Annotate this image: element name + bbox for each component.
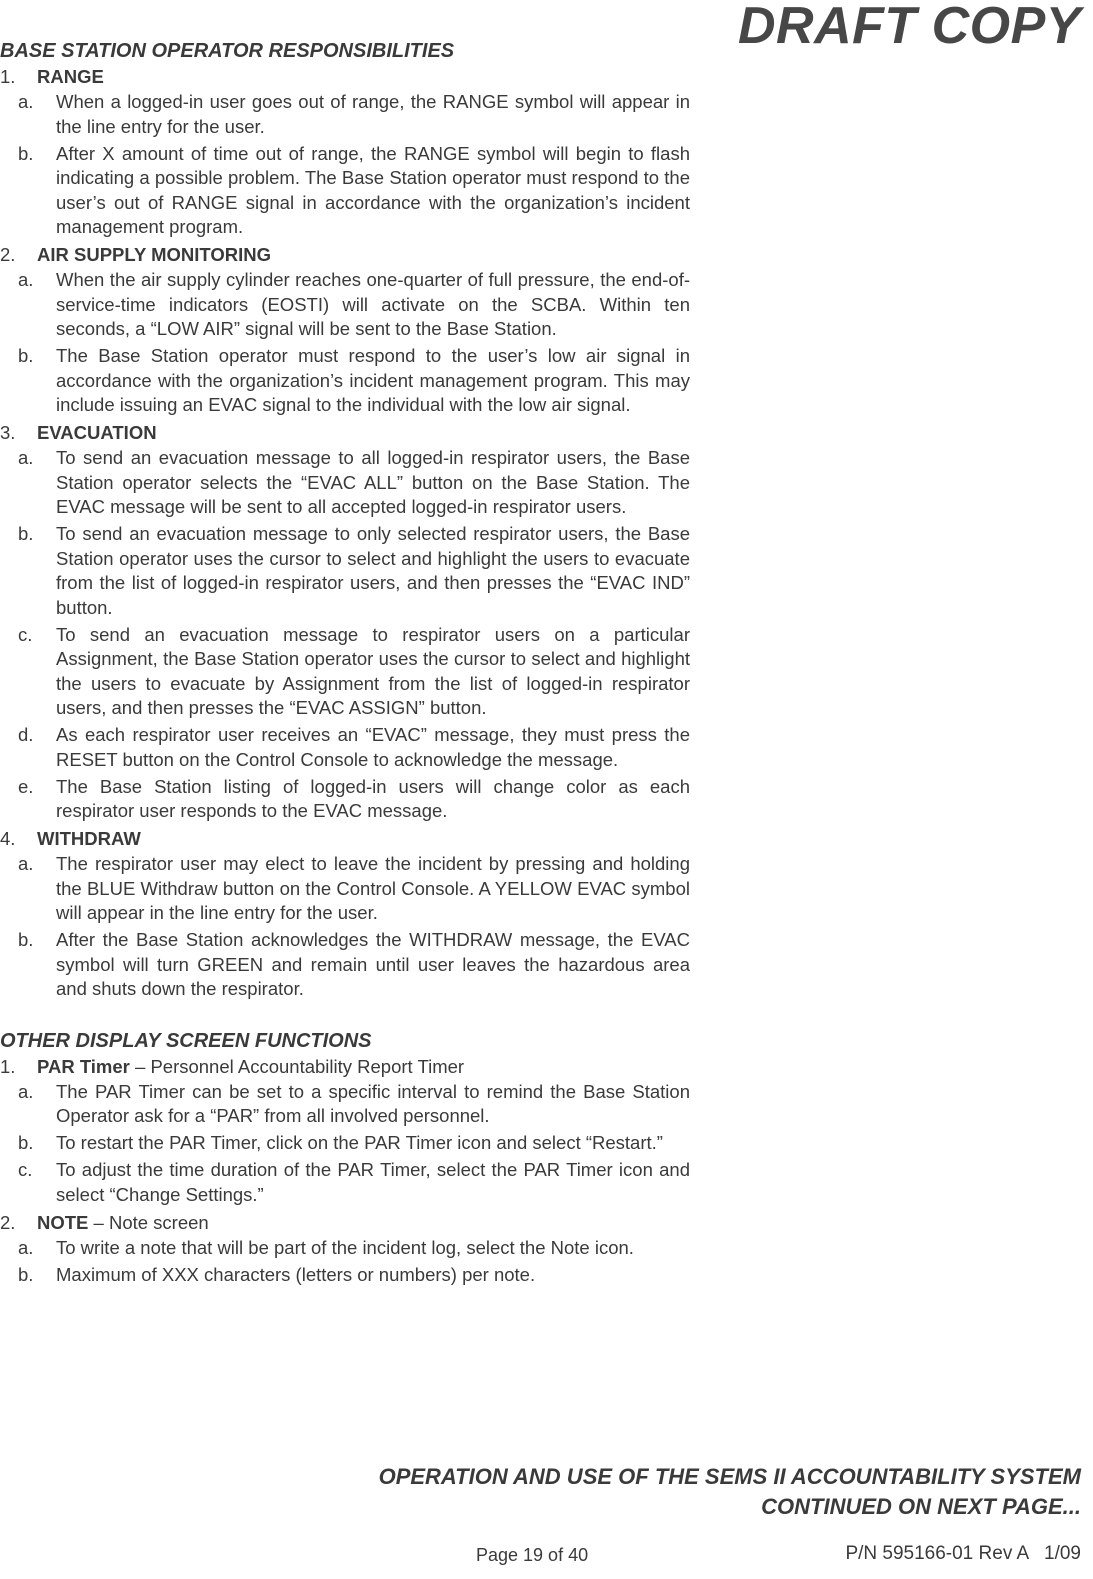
sub-item-text: Maximum of XXX characters (letters or numbers) per note.	[56, 1263, 536, 1285]
item-number: 2.	[0, 1211, 16, 1233]
sub-item	[0, 522, 690, 620]
item-title: EVACUATION	[37, 422, 157, 443]
item-number: 1.	[0, 66, 16, 87]
sub-item-letter: a.	[18, 1080, 34, 1102]
item-description: – Personnel Accountability Report Timer	[129, 1055, 465, 1077]
sub-item-text: The respirator user may elect to leave the incident by pressing and holding the BLUE Withdraw button on the Control Console. A YELLOW EVAC symbol will appear in the line entry for the user.	[56, 853, 690, 923]
sub-item-letter: a.	[18, 447, 34, 468]
sub-item	[0, 723, 690, 772]
item-number: 2.	[0, 244, 16, 265]
sub-item-letter: b.	[18, 1132, 34, 1153]
sub-item-text: After X amount of time out of range, the RANGE symbol will begin to flash indicating a possible problem. The Base Station operator must respond to the user’s out of RANGE signal in accordance with the organization’s incident management program.	[56, 142, 690, 237]
item-title: NOTE	[37, 1211, 89, 1233]
numbered-item	[0, 420, 690, 824]
sub-item	[0, 623, 690, 721]
item-title: WITHDRAW	[37, 828, 141, 849]
item-heading	[0, 64, 690, 90]
section2-list	[0, 1054, 690, 1288]
numbered-item	[0, 1210, 690, 1288]
document-body	[0, 38, 690, 1290]
section-title-operator-responsibilities: BASE STATION OPERATOR RESPONSIBILITIES	[0, 40, 455, 62]
sub-item-text: After the Base Station acknowledges the WITHDRAW message, the EVAC symbol will turn GREEN and remain until user leaves the hazardous area and shuts down the respirator.	[56, 929, 690, 999]
item-title: RANGE	[37, 66, 104, 87]
sub-item	[0, 775, 690, 824]
sub-item-text: The Base Station listing of logged-in users will change color as each respirator user responds to the EVAC message.	[56, 775, 690, 821]
item-heading	[0, 826, 690, 852]
sub-item-text: When a logged-in user goes out of range, the RANGE symbol will appear in the line entry for the user.	[56, 91, 690, 137]
sub-item	[0, 852, 690, 926]
sub-item	[0, 928, 690, 1002]
item-title: PAR Timer	[37, 1055, 130, 1077]
sub-item-letter: b.	[18, 929, 34, 950]
item-number: 3.	[0, 422, 16, 443]
section1-list	[0, 64, 690, 1002]
sub-item-letter: a.	[18, 1236, 34, 1258]
sub-item-text: As each respirator user receives an “EVAC” message, they must press the RESET button on the Control Console to acknowledge the message.	[56, 724, 690, 770]
item-number: 1.	[0, 1055, 16, 1077]
sub-item	[0, 1080, 690, 1129]
numbered-item	[0, 826, 690, 1002]
continued-notice-line1: OPERATION AND USE OF THE SEMS II ACCOUNTABILITY SYSTEM	[378, 1464, 1081, 1489]
sub-item	[0, 1263, 690, 1288]
item-title: AIR SUPPLY MONITORING	[37, 244, 272, 265]
sub-item-letter: b.	[18, 523, 34, 544]
numbered-item	[0, 1054, 690, 1208]
sub-item	[0, 142, 690, 240]
sub-item-letter: b.	[18, 345, 34, 366]
sub-item-text: The PAR Timer can be set to a specific interval to remind the Base Station Operator ask for a “PAR” from all involved personnel.	[56, 1080, 690, 1126]
sub-item	[0, 1158, 690, 1207]
sub-item-text: To write a note that will be part of the incident log, select the Note icon.	[56, 1236, 634, 1258]
sub-item-letter: c.	[18, 1159, 33, 1180]
sub-item	[0, 446, 690, 520]
item-heading	[0, 1210, 690, 1236]
sub-item-text: To adjust the time duration of the PAR Timer, select the PAR Timer icon and select “Change Settings.”	[56, 1159, 690, 1205]
page-number: Page 19 of 40	[476, 1545, 589, 1565]
sub-item	[0, 344, 690, 418]
sub-item-letter: a.	[18, 91, 34, 112]
sub-item	[0, 268, 690, 342]
sub-item-letter: a.	[18, 269, 34, 290]
sub-item-letter: a.	[18, 853, 34, 874]
item-heading	[0, 242, 690, 268]
sub-item	[0, 90, 690, 139]
sub-item-letter: e.	[18, 775, 34, 797]
part-number: P/N 595166-01 Rev A 1/09	[845, 1543, 1081, 1564]
sub-item-text: To restart the PAR Timer, click on the PAR Timer icon and select “Restart.”	[56, 1132, 663, 1153]
sub-item-text: When the air supply cylinder reaches one-quarter of full pressure, the end-of-service-time indicators (EOSTI) will activate on the SCBA. Within ten seconds, a “LOW AIR” signal will be sent to the Base Station.	[56, 269, 690, 339]
continued-notice-line2: CONTINUED ON NEXT PAGE...	[761, 1494, 1081, 1519]
item-number: 4.	[0, 828, 16, 849]
sub-item	[0, 1236, 690, 1261]
sub-item-letter: b.	[18, 1263, 34, 1285]
sub-item-letter: d.	[18, 724, 34, 745]
sub-item-letter: c.	[18, 623, 33, 645]
continued-notice	[379, 1462, 1081, 1522]
numbered-item	[0, 64, 690, 240]
item-heading	[0, 420, 690, 446]
sub-item-text: To send an evacuation message to only selected respirator users, the Base Station operator uses the cursor to select and highlight the users to evacuate from the list of logged-in respirator users, and then presses the “EVAC IND” button.	[56, 523, 690, 618]
sub-item	[0, 1131, 690, 1156]
sub-item-text: To send an evacuation message to respirator users on a particular Assignment, the Base Station operator uses the cursor to select and highlight the users to evacuate by Assignment from the list of logged-in respirator users, and then presses the “EVAC ASSIGN” button.	[56, 623, 690, 718]
numbered-item	[0, 242, 690, 418]
item-description: – Note screen	[88, 1211, 209, 1233]
draft-copy-watermark: DRAFT COPY	[738, 0, 1081, 55]
item-heading	[0, 1054, 690, 1080]
section-title-other-display-functions: OTHER DISPLAY SCREEN FUNCTIONS	[0, 1029, 372, 1052]
sub-item-letter: b.	[18, 142, 34, 164]
sub-item-text: The Base Station operator must respond to the user’s low air signal in accordance with the organization’s incident management program. This may include issuing an EVAC signal to the individual with the low air signal.	[56, 345, 690, 415]
sub-item-text: To send an evacuation message to all logged-in respirator users, the Base Station operator selects the “EVAC ALL” button on the Base Station. The EVAC message will be sent to all accepted logged-in respirator users.	[56, 447, 690, 517]
